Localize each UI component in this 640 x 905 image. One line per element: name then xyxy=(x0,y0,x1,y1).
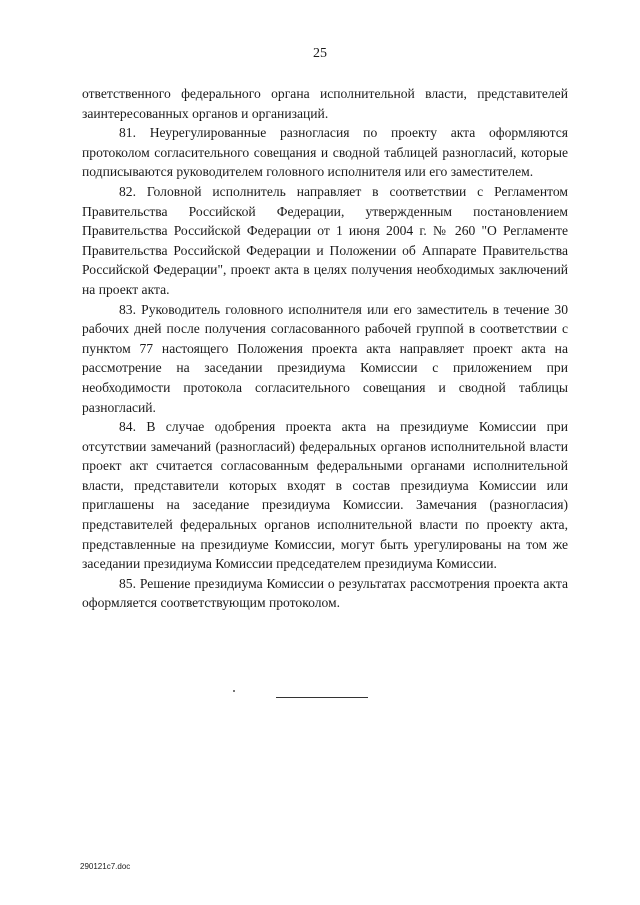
footer-file-name: 290121c7.doc xyxy=(80,862,131,871)
paragraph-85: 85. Решение президиума Комиссии о результатах рассмотрения проекта акта оформляется соответствующим протоколом. xyxy=(82,575,568,611)
paragraph-81: 81. Неурегулированные разногласия по проекту акта оформляются протоколом согласительного совещания и сводной таблицей разногласий, которые подписываются руководителем головного исполнителя или его заместителем. xyxy=(82,125,568,180)
stray-dot xyxy=(233,690,235,692)
paragraph-continuation: ответственного федерального органа исполнительной власти, представителей заинтересованных органов и организаций. xyxy=(82,86,568,121)
paragraph-82: 82. Головной исполнитель направляет в соответствии с Регламентом Правительства Российской Федерации, утвержденным постановлением Правительства Российской Федерации от 1 июня 2004 г. № 260 "О Регламенте Правительства Российской Федерации и Положении об Аппарате Правительства Российской Федерации", проект акта в целях получения необходимых заключений на проект акта. xyxy=(82,183,568,297)
paragraph-84: 84. В случае одобрения проекта акта на президиуме Комиссии при отсутствии замечаний (разногласий) федеральных органов исполнительной власти проект акт считается согласованным федеральными органами исполнительной власти, представители которых входят в состав президиума Комиссии или приглашены на заседание президиума Комиссии. Замечания (разногласия) представителей федеральных органов исполнительной власти по проекту акта, представленные на президиуме Комиссии, могут быть урегулированы на том же заседании президиума Комиссии председателем президиума Комиссии. xyxy=(82,419,568,572)
document-body xyxy=(82,84,568,613)
end-separator-line xyxy=(276,697,368,698)
paragraph-83: 83. Руководитель головного исполнителя или его заместитель в течение 30 рабочих дней после получения согласованного рабочей группой в соответствии с пунктом 77 настоящего Положения проекта акта направляет проект акта на рассмотрение на заседании президиума Комиссии с приложением при необходимости протокола согласительного совещания и сводной таблицы разногласий. xyxy=(82,301,568,415)
page-number: 25 xyxy=(313,46,327,61)
